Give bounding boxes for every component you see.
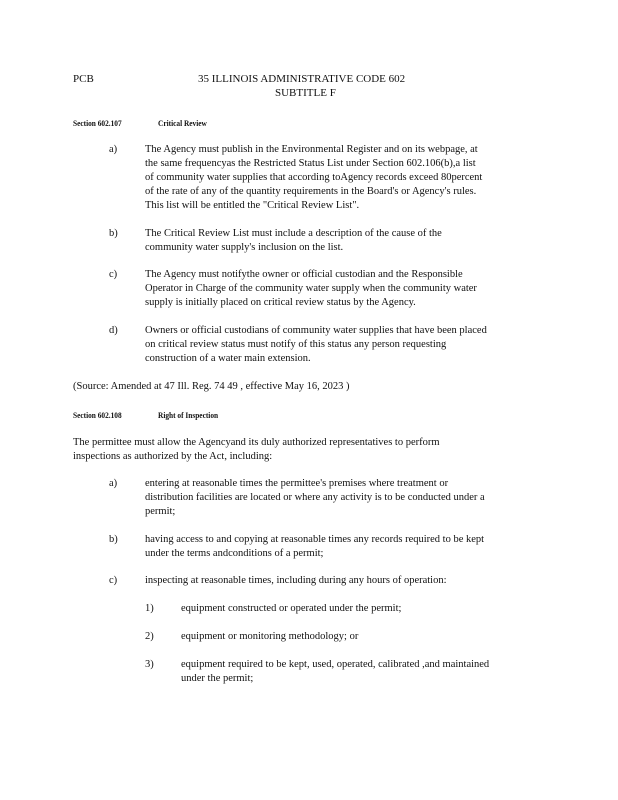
text-line: The Agency must publish in the Environmental Register and on its webpage, at bbox=[145, 144, 478, 155]
text-line: distribution facilities are located or where any activity is to be conducted under a bbox=[145, 492, 485, 503]
text-line: equipment constructed or operated under the permit; bbox=[181, 603, 402, 614]
section-107-number: Section 602.107 bbox=[73, 119, 122, 128]
text-line: construction of a water main extension. bbox=[145, 353, 311, 364]
text-line: the same frequencyas the Restricted Status List under Section 602.106(b),a list bbox=[145, 158, 476, 169]
text-line: entering at reasonable times the permittee's premises where treatment or bbox=[145, 478, 449, 489]
item-label: c) bbox=[109, 575, 118, 586]
text-line: under the permit; bbox=[181, 673, 254, 684]
text-line: supply is initially placed on critical review status by the Agency. bbox=[145, 297, 416, 308]
subitem-label: 1) bbox=[145, 603, 154, 614]
text-line: Operator in Charge of the community water supply when the community water bbox=[145, 283, 477, 294]
source-note: (Source: Amended at 47 Ill. Reg. 74 49 , effective May 16, 2023 ) bbox=[73, 381, 350, 392]
text-line: The Critical Review List must include a description of the cause of the bbox=[145, 228, 442, 239]
text-line: equipment required to be kept, used, operated, calibrated ,and maintained bbox=[181, 659, 490, 670]
item-label: a) bbox=[109, 478, 118, 489]
text-line: inspecting at reasonable times, including during any hours of operation: bbox=[145, 575, 447, 586]
text-line: under the terms andconditions of a permit; bbox=[145, 548, 324, 559]
item-label: b) bbox=[109, 534, 118, 545]
item-label: b) bbox=[109, 228, 118, 239]
text-line: having access to and copying at reasonable times any records required to be kept bbox=[145, 534, 485, 545]
text-line: of community water supplies that according toAgency records exceed 80percent bbox=[145, 172, 483, 183]
header-agency: PCB bbox=[73, 73, 94, 85]
header-title-line1: 35 ILLINOIS ADMINISTRATIVE CODE 602 bbox=[198, 73, 406, 85]
text-line: This list will be entitled the "Critical Review List". bbox=[145, 200, 360, 211]
text-line: equipment or monitoring methodology; or bbox=[181, 631, 359, 642]
item-label: c) bbox=[109, 269, 118, 280]
text-line: on critical review status must notify of this status any person requesting bbox=[145, 339, 447, 350]
subitem-label: 2) bbox=[145, 631, 154, 642]
text-line: The Agency must notifythe owner or official custodian and the Responsible bbox=[145, 269, 463, 280]
header-title-line2: SUBTITLE F bbox=[275, 87, 336, 99]
section-108-number: Section 602.108 bbox=[73, 411, 122, 420]
text-line: community water supply's inclusion on the list. bbox=[145, 242, 344, 253]
text-line: inspections as authorized by the Act, including: bbox=[73, 451, 273, 462]
text-line: Owners or official custodians of community water supplies that have been placed bbox=[145, 325, 487, 336]
item-label: a) bbox=[109, 144, 118, 155]
text-line: The permittee must allow the Agencyand its duly authorized representatives to perform bbox=[73, 437, 440, 448]
subitem-label: 3) bbox=[145, 659, 154, 670]
text-line: of the rate of any of the quantity requirements in the Board's or Agency's rules. bbox=[145, 186, 477, 197]
section-107-title: Critical Review bbox=[158, 119, 207, 128]
text-line: permit; bbox=[145, 506, 176, 517]
item-label: d) bbox=[109, 325, 118, 336]
section-108-title: Right of Inspection bbox=[158, 411, 219, 420]
